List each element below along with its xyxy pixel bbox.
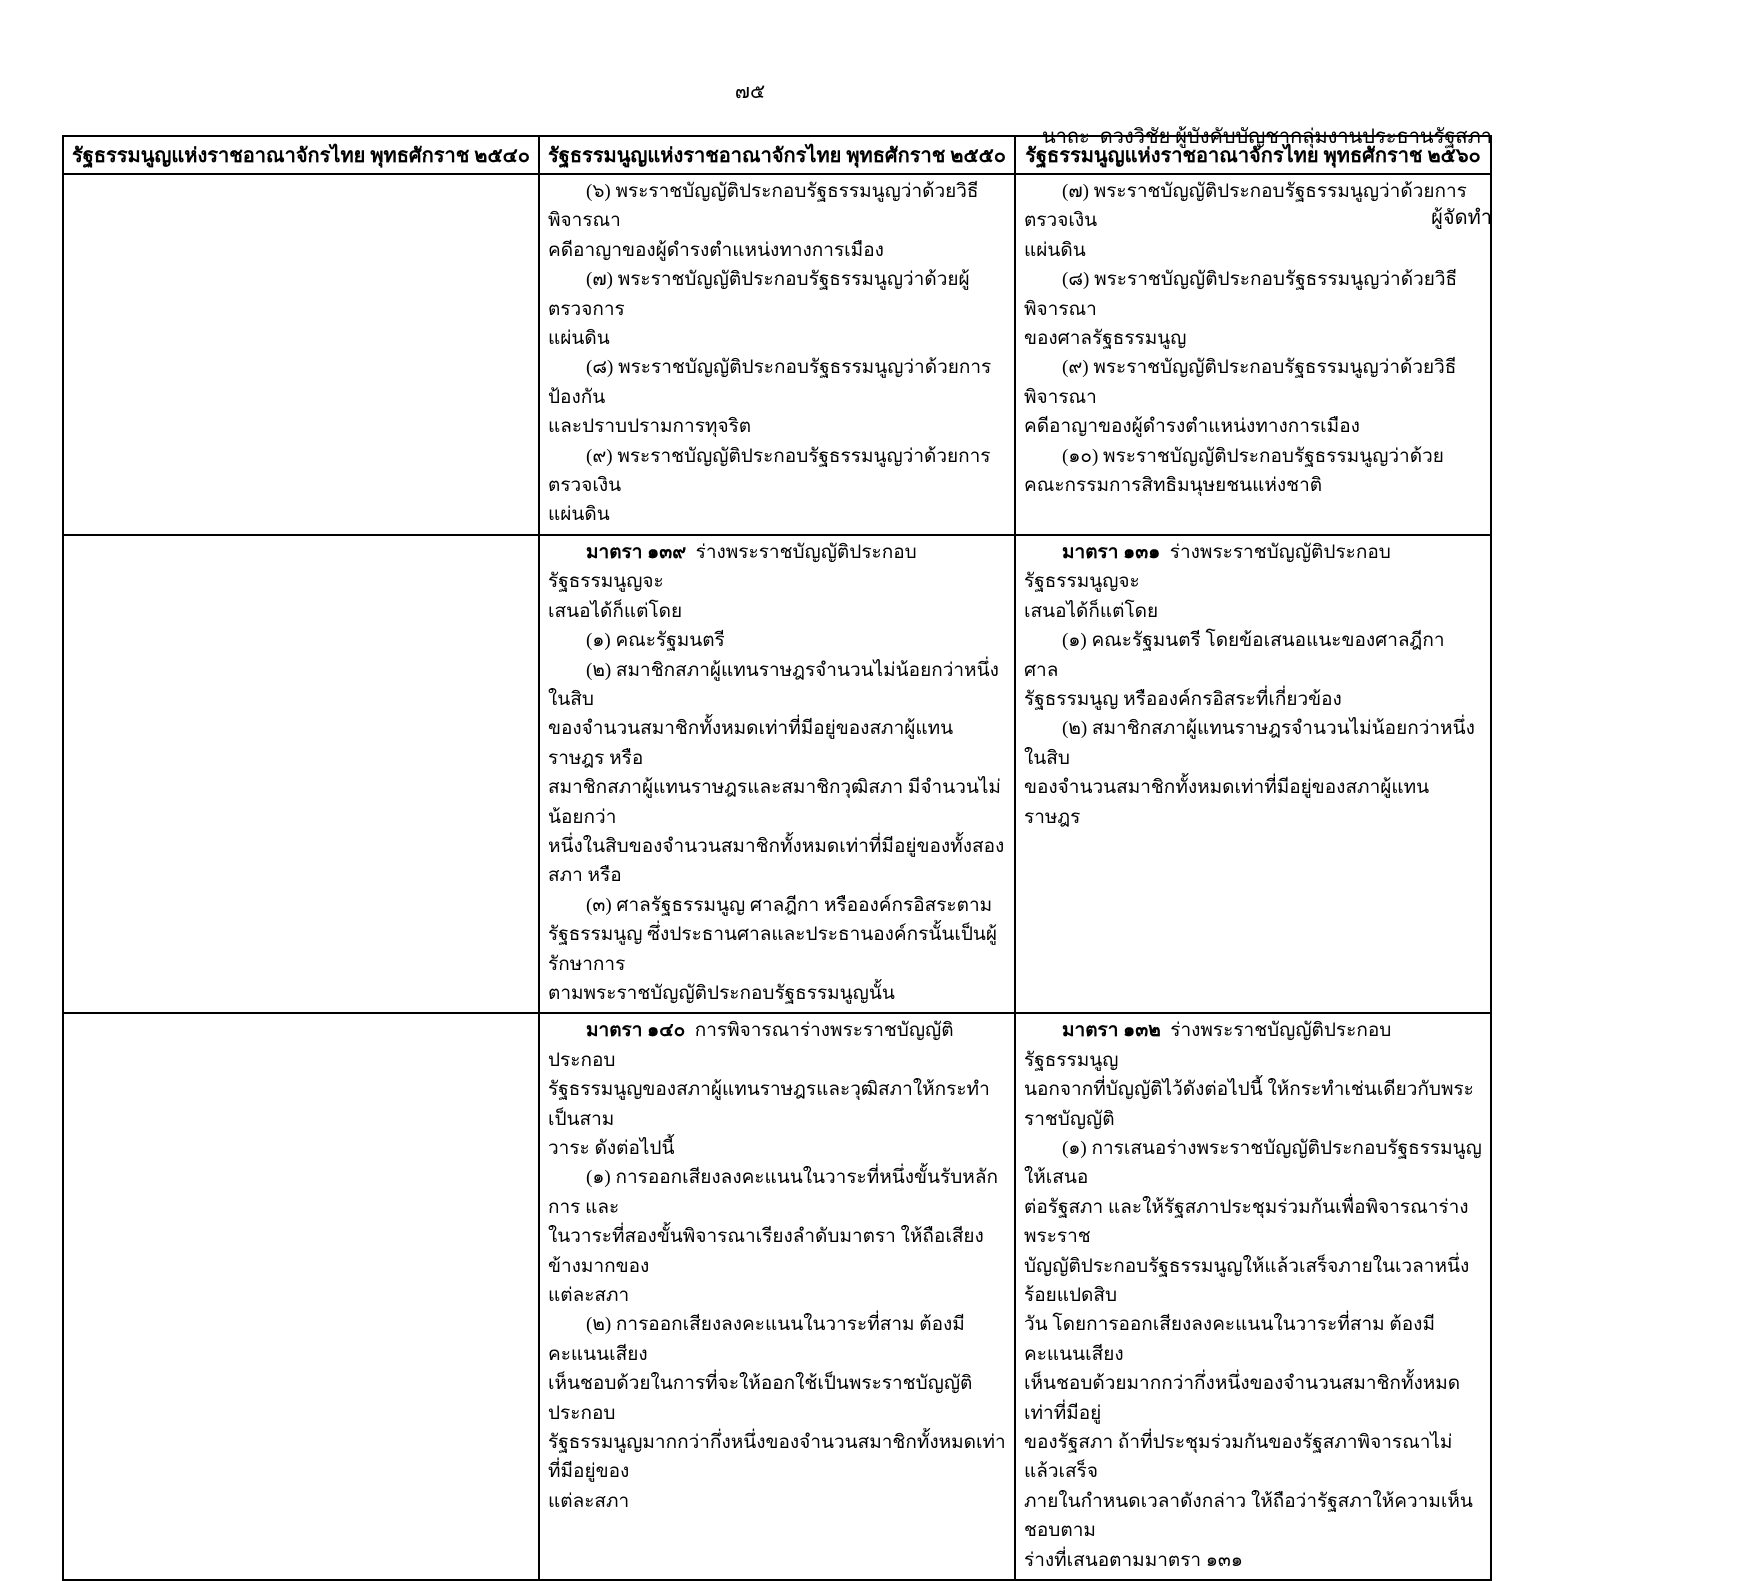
- text-line: คดีอาญาของผู้ดำรงตำแหน่งทางการเมือง: [548, 239, 884, 261]
- page-number: ๗๕: [734, 81, 766, 103]
- text-line: บัญญัติประกอบรัฐธรรมนูญให้แล้วเสร็จภายในเวลาหนึ่งร้อยแปดสิบ: [1024, 1255, 1470, 1307]
- table-row: [63, 1013, 1491, 1580]
- text-line: ภายในกำหนดเวลาดังกล่าว ให้ถือว่ารัฐสภาให้ความเห็นชอบตาม: [1024, 1490, 1473, 1542]
- text-line: แผ่นดิน: [1024, 239, 1086, 261]
- text-line: แผ่นดิน: [548, 504, 610, 526]
- section-number: มาตรา ๑๔๐: [586, 1020, 686, 1042]
- text-line: (๙) พระราชบัญญัติประกอบรัฐธรรมนูญว่าด้วยการตรวจเงิน: [548, 445, 991, 497]
- table-row: [63, 535, 1491, 1014]
- text-line: เสนอได้ก็แต่โดย: [548, 600, 683, 622]
- text-line: รัฐธรรมนูญของสภาผู้แทนราษฎรและวุฒิสภาให้กระทำเป็นสาม: [548, 1079, 990, 1130]
- text-line: (๑) การออกเสียงลงคะแนนในวาระที่หนึ่งขั้นรับหลักการ และ: [548, 1167, 998, 1218]
- text-line: มาตรา ๑๔๐ การพิจารณาร่างพระราชบัญญัติประกอบ: [548, 1020, 954, 1071]
- text-line: เสนอได้ก็แต่โดย: [1024, 600, 1159, 622]
- text-line: วาระ ดังต่อไปนี้: [548, 1138, 675, 1159]
- text-line: ร่างที่เสนอตามมาตรา ๑๓๑: [1024, 1549, 1243, 1571]
- text-line: (๒) สมาชิกสภาผู้แทนราษฎรจำนวนไม่น้อยกว่าหนึ่งในสิบ: [1024, 718, 1475, 769]
- text-line: (๑) คณะรัฐมนตรี โดยข้อเสนอแนะของศาลฎีกา ศาล: [1024, 630, 1450, 681]
- text-line: แต่ละสภา: [548, 1490, 630, 1512]
- table-cell: [539, 535, 1015, 1014]
- text-line: (๒) สมาชิกสภาผู้แทนราษฎรจำนวนไม่น้อยกว่าหนึ่งในสิบ: [548, 659, 999, 710]
- text-line: แผ่นดิน: [548, 328, 610, 350]
- text-line: ต่อรัฐสภา และให้รัฐสภาประชุมร่วมกันเพื่อพิจารณาร่างพระราช: [1024, 1196, 1469, 1248]
- table-cell: [539, 174, 1015, 535]
- table-cell: [1015, 535, 1491, 1014]
- table-cell: [63, 174, 539, 535]
- text-line: (๗) พระราชบัญญัติประกอบรัฐธรรมนูญว่าด้วยการตรวจเงิน: [1024, 181, 1467, 232]
- text-line: (๑) การเสนอร่างพระราชบัญญัติประกอบรัฐธรรมนูญให้เสนอ: [1024, 1138, 1482, 1189]
- text-line: (๒) การออกเสียงลงคะแนนในวาระที่สาม ต้องมีคะแนนเสียง: [548, 1314, 965, 1365]
- text-line: หนึ่งในสิบของจำนวนสมาชิกทั้งหมดเท่าที่มีอยู่ของทั้งสองสภา หรือ: [548, 835, 1005, 887]
- text-line: (๗) พระราชบัญญัติประกอบรัฐธรรมนูญว่าด้วยผู้ตรวจการ: [548, 269, 970, 320]
- text-line: นอกจากที่บัญญัติไว้ดังต่อไปนี้ ให้กระทำเช่นเดียวกับพระราชบัญญัติ: [1024, 1079, 1474, 1130]
- column-header-2540: รัฐธรรมนูญแห่งราชอาณาจักรไทย พุทธศักราช ๒๕๔๐: [63, 136, 539, 174]
- table-cell: [63, 535, 539, 1014]
- text-line: รัฐธรรมนูญ หรือองค์กรอิสระที่เกี่ยวข้อง: [1024, 688, 1342, 710]
- text-line: ของจำนวนสมาชิกทั้งหมดเท่าที่มีอยู่ของสภาผู้แทนราษฎร: [1024, 777, 1430, 828]
- text-line: รัฐธรรมนูญมากกว่ากึ่งหนึ่งของจำนวนสมาชิกทั้งหมดเท่าที่มีอยู่ของ: [548, 1432, 1006, 1483]
- section-number: มาตรา ๑๓๒: [1062, 1020, 1161, 1042]
- section-number: มาตรา ๑๓๑: [1062, 541, 1161, 563]
- table-row: [63, 174, 1491, 535]
- text-line: สมาชิกสภาผู้แทนราษฎรและสมาชิกวุฒิสภา มีจำนวนไม่น้อยกว่า: [548, 777, 1001, 828]
- text-line: (๙) พระราชบัญญัติประกอบรัฐธรรมนูญว่าด้วยวิธีพิจารณา: [1024, 357, 1457, 408]
- author-credit-line2: ผู้จัดทำ: [1431, 207, 1492, 229]
- text-line: และปราบปรามการทุจริต: [548, 416, 752, 438]
- text-line: (๑) คณะรัฐมนตรี: [586, 630, 725, 652]
- text-line: คดีอาญาของผู้ดำรงตำแหน่งทางการเมือง: [1024, 416, 1360, 438]
- column-header-2550: รัฐธรรมนูญแห่งราชอาณาจักรไทย พุทธศักราช ๒๕๕๐: [539, 136, 1015, 174]
- table-cell: [1015, 174, 1491, 535]
- table-cell: [1015, 1013, 1491, 1580]
- table-header-row: [63, 136, 1491, 174]
- text-line: (๖) พระราชบัญญัติประกอบรัฐธรรมนูญว่าด้วยวิธีพิจารณา: [548, 181, 979, 232]
- text-line: มาตรา ๑๓๒ ร่างพระราชบัญญัติประกอบรัฐธรรมนูญ: [1024, 1020, 1392, 1071]
- column-header-2560: รัฐธรรมนูญแห่งราชอาณาจักรไทย พุทธศักราช ๒๕๖๐: [1015, 136, 1491, 174]
- text-line: (๘) พระราชบัญญัติประกอบรัฐธรรมนูญว่าด้วยการป้องกัน: [548, 357, 992, 408]
- author-credit-line1: นาถะ ดวงวิชัย ผู้บังคับบัญชากลุ่มงานประธานรัฐสภา: [1042, 126, 1492, 148]
- table-body: [63, 174, 1491, 1580]
- text-line: (๘) พระราชบัญญัติประกอบรัฐธรรมนูญว่าด้วยวิธีพิจารณา: [1024, 269, 1458, 320]
- constitution-comparison-table: [62, 135, 1492, 1581]
- text-line: มาตรา ๑๓๙ ร่างพระราชบัญญัติประกอบรัฐธรรมนูญจะ: [548, 541, 917, 593]
- text-line: (๑๐) พระราชบัญญัติประกอบรัฐธรรมนูญว่าด้วย: [1062, 445, 1444, 467]
- text-line: เห็นชอบด้วยในการที่จะให้ออกใช้เป็นพระราชบัญญัติประกอบ: [548, 1373, 973, 1424]
- text-line: ของรัฐสภา ถ้าที่ประชุมร่วมกันของรัฐสภาพิจารณาไม่แล้วเสร็จ: [1024, 1432, 1453, 1483]
- text-line: เห็นชอบด้วยมากกว่ากึ่งหนึ่งของจำนวนสมาชิกทั้งหมดเท่าที่มีอยู่: [1024, 1373, 1461, 1424]
- section-number: มาตรา ๑๓๙: [586, 541, 687, 563]
- text-line: มาตรา ๑๓๑ ร่างพระราชบัญญัติประกอบรัฐธรรมนูญจะ: [1024, 541, 1391, 593]
- table-cell: [539, 1013, 1015, 1580]
- text-line: ในวาระที่สองขั้นพิจารณาเรียงลำดับมาตรา ให้ถือเสียงข้างมากของ: [548, 1226, 984, 1277]
- text-line: คณะกรรมการสิทธิมนุษยชนแห่งชาติ: [1024, 475, 1323, 497]
- text-line: ของจำนวนสมาชิกทั้งหมดเท่าที่มีอยู่ของสภาผู้แทนราษฎร หรือ: [548, 718, 954, 769]
- text-line: (๓) ศาลรัฐธรรมนูญ ศาลฎีกา หรือองค์กรอิสระตาม: [586, 894, 993, 916]
- text-line: วัน โดยการออกเสียงลงคะแนนในวาระที่สาม ต้องมีคะแนนเสียง: [1024, 1314, 1435, 1365]
- text-line: ตามพระราชบัญญัติประกอบรัฐธรรมนูญนั้น: [548, 982, 895, 1004]
- text-line: รัฐธรรมนูญ ซึ่งประธานศาลและประธานองค์กรนั้นเป็นผู้รักษาการ: [548, 924, 997, 975]
- text-line: ของศาลรัฐธรรมนูญ: [1024, 328, 1187, 350]
- table-cell: [63, 1013, 539, 1580]
- text-line: แต่ละสภา: [548, 1285, 630, 1307]
